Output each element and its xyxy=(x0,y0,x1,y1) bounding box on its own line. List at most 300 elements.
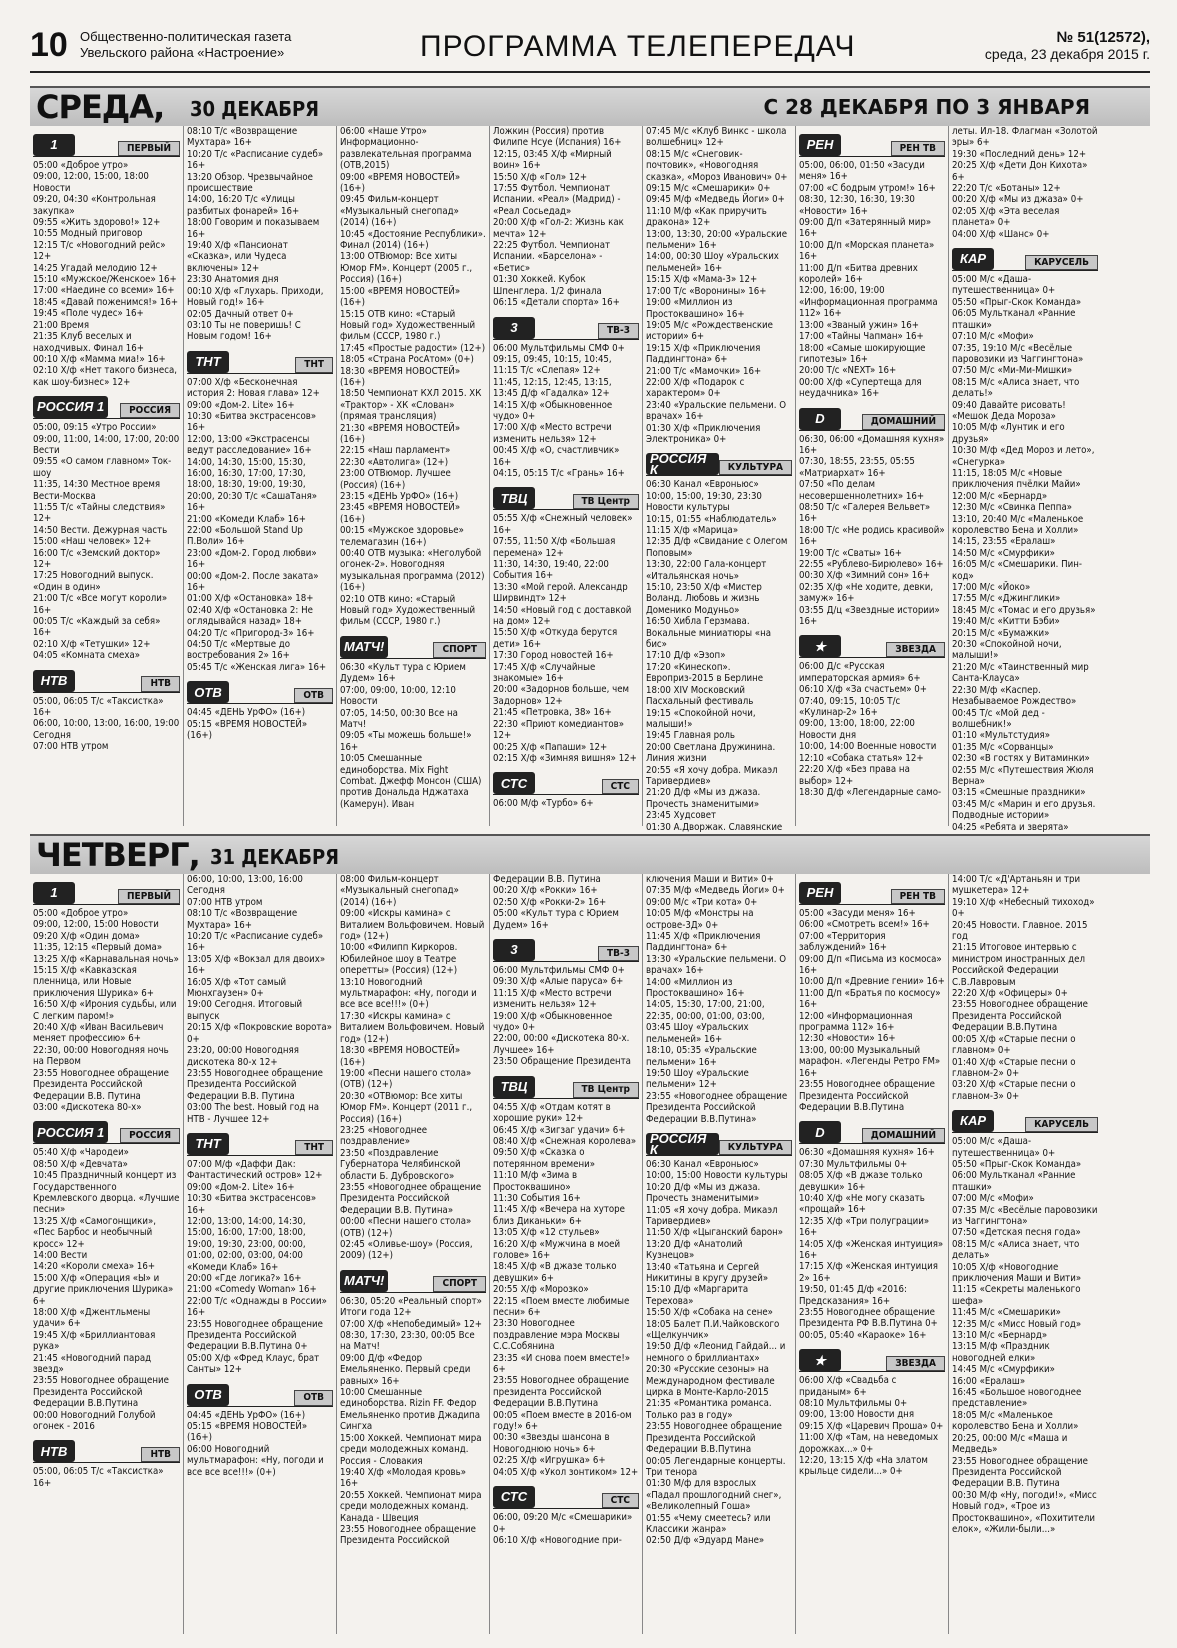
program-entry: 09:00, 13:00 Новости дня xyxy=(799,1409,915,1421)
channel-header xyxy=(799,404,945,431)
program-entry: 16:50 Х/ф «Ирония судьбы, или С легким паром!» xyxy=(33,999,177,1022)
program-entry: 14:00, 14:30, 15:00, 15:30, 16:00, 16:30, 17:00, 17:30, 18:00, 18:30, 19:00, 19:30, 20:00, 20:30 Т/с «СашаТаня» 16+ xyxy=(187,456,318,514)
program-entry: 11:30 События 16+ xyxy=(493,1192,581,1204)
program-entry: 05:00, 06:05 Т/с «Таксистка» 16+ xyxy=(33,1466,164,1489)
program-entry: 12:30 М/с «Свинка Пеппа» xyxy=(952,502,1073,514)
channel-name: КАРУСЕЛЬ xyxy=(1025,255,1098,270)
program-entry: 23:40 «Уральские пельмени. О врачах» 16+ xyxy=(646,399,787,423)
channel-name: РОССИЯ xyxy=(120,1128,180,1143)
program-entry: 06:15 «Детали спорта» 16+ xyxy=(493,297,620,309)
channel-name: ОТВ xyxy=(294,688,333,703)
schedule-column xyxy=(30,126,183,826)
channel-name: СТС xyxy=(602,779,639,794)
program-entry: 11:45 Х/ф «Приключения Паддингтона» 6+ xyxy=(646,931,761,954)
program-entry: 18:00 XIV Московский Пасхальный фестиваль xyxy=(646,684,754,708)
program-entry: 17:15 Х/ф «Женская интуиция 2» 16+ xyxy=(799,1261,938,1284)
program-entry: 09:20, 04:30 «Контрольная закупка» xyxy=(33,194,156,217)
program-entry: 10:15, 01:55 «Наблюдатель» xyxy=(646,513,777,525)
program-entry: 16:00 «Ералаш» xyxy=(952,1375,1026,1387)
program-entry: 01:55 «Чему смеетесь? или Классики жанра» xyxy=(646,1512,771,1535)
program-entry: 14:00 Вести xyxy=(33,1249,88,1261)
program-entry: 14:45 М/с «Смурфики» xyxy=(952,1364,1055,1376)
program-entry: 05:00 М/с «Даша-путешественница» 0+ xyxy=(952,274,1056,297)
program-entry: 20:25 Х/ф «Дети Дон Кихота» 6+ xyxy=(952,160,1088,183)
program-entry: 12:15 Т/с «Новогодний рейс» 12+ xyxy=(33,239,166,263)
program-entry: 23:55 Новогоднее обращение Президента Российской Федерации В.В. Путина xyxy=(33,1067,169,1102)
program-entry: 07:50 «По делам несовершеннолетних» 16+ xyxy=(799,479,925,502)
program-entry: 07:35 М/ф «Медведь Йоги» 0+ xyxy=(646,885,785,897)
program-entry: 08:50 Т/с «Галерея Вельвет» 16+ xyxy=(799,501,931,525)
program-entry: 23:30 Анатомия дня xyxy=(187,274,279,286)
program-entry: 06:30, 06:00 «Домашняя кухня» 16+ xyxy=(799,433,945,456)
program-entry: 20:00 Т/с «NEXT» 16+ xyxy=(799,365,897,377)
program-entry: 18:00 «Самые шокирующие гипотезы» 16+ xyxy=(799,342,926,365)
program-entry: 09:00 «Дом-2. Lite» 16+ xyxy=(187,1181,295,1193)
program-entry: 13:30, 22:00 Гала-концерт «Итальянская ночь» xyxy=(646,559,767,582)
program-entry: 11:35, 14:30 Местное время Вести-Москва xyxy=(33,479,161,502)
program-entry: 14:05 Х/ф «Женская интуиция» 16+ xyxy=(799,1238,944,1261)
program-entry: 20:55 Хоккей. Чемпионат мира среди молодежных команд. Канада - Швеция xyxy=(340,1489,482,1524)
program-entry: 05:00, 06:00, 01:50 «Засуди меня» 16+ xyxy=(799,160,925,183)
program-entry: 09:00, 13:00, 18:00, 22:00 Новости дня xyxy=(799,718,915,741)
program-entry: 11:05 «Я хочу добра. Микаэл Таривердиев» xyxy=(646,1204,778,1227)
channel-header xyxy=(799,1345,945,1372)
channel-name: ТВ Центр xyxy=(573,1082,639,1097)
program-entry: 18:10, 05:35 «Уральские пельмени» 16+ xyxy=(646,1045,757,1068)
program-entry: 08:15 М/с «Алиса знает, что делать» xyxy=(952,1238,1080,1262)
program-entry: 06:00, 10:00, 13:00, 16:00 Сегодня xyxy=(187,874,303,897)
program-entry: 21:15 Итоговое интервью с министром иностранных дел Российской Федерации С.В.Лавровым xyxy=(952,942,1085,988)
program-entry: 10:00 «Филипп Киркоров. Юбилейное шоу в Театре оперетты» (Россия) (12+) xyxy=(340,942,458,977)
program-entry: 20:00 «Задорнов больше, чем Задорнов» 12+ xyxy=(493,684,630,707)
channel-header xyxy=(493,1072,639,1099)
schedule-column xyxy=(489,126,642,826)
program-entry: 23:55 Новогоднее обращение Президента Российской Федерации В.В.Путина 0+ xyxy=(187,1318,323,1353)
program-entry: 17:00 М/с «Йоко» xyxy=(952,582,1031,594)
program-entry: 14:00, 16:20 Т/с «Улицы разбитых фонарей» 16+ xyxy=(187,194,300,217)
program-entry: 22:15 «Поем вместе любимые песни» 6+ xyxy=(493,1295,630,1318)
program-entry: 17:55 Футбол. Чемпионат Испании. «Реал» (Мадрид) - «Реал Сосьедад» xyxy=(493,183,621,217)
program-entry: 20:15 Х/ф «Покровские ворота» 0+ xyxy=(187,1022,333,1045)
program-entry: 21:00 «Комеди Клаб» 16+ xyxy=(187,513,306,525)
program-entry: 22:30, 00:00 Новогодняя ночь на Первом xyxy=(33,1044,169,1068)
program-entry: 03:45 М/с «Марин и его друзья. Подводные истории» xyxy=(952,798,1096,822)
channel-name: ОТВ xyxy=(294,1390,333,1405)
program-entry: 22:20 Х/ф «Офицеры» 0+ xyxy=(952,988,1068,1000)
program-entry: 12:30 «Новости» 16+ xyxy=(799,1033,896,1045)
program-entry: леты. Ил-18. Флагман «Золотой эры» 6+ xyxy=(952,126,1098,149)
program-entry: 23:30 Новогоднее поздравление мэра Москвы С.С.Собянина xyxy=(493,1318,620,1353)
program-entry: 19:45 «Поле чудес» 16+ xyxy=(33,308,144,320)
program-entry: 08:15 М/с «Алиса знает, что делать!» xyxy=(952,376,1080,400)
program-entry: 16:20 Х/ф «Мужчина в моей голове» 16+ xyxy=(493,1238,621,1261)
program-entry: 10:00, 15:00, 19:30, 23:30 Новости культуры xyxy=(646,490,762,514)
channel-header xyxy=(493,483,639,510)
program-entry: 18:05 «Страна РосАтом» (0+) xyxy=(340,354,474,366)
program-entry: 01:00 Х/ф «Остановка» 18+ xyxy=(187,593,314,605)
program-entry: 18:00 Говорим и показываем 16+ xyxy=(187,217,320,240)
program-entry: 15:15 Х/ф «Кавказская пленница, или Новые приключения Шурика» 6+ xyxy=(33,965,154,999)
program-entry: 02:45 «Оливье-шоу» (Россия, 2009) (12+) xyxy=(340,1239,473,1262)
program-entry: 23:50 «Поздравление Губернатора Челябинской области Б. Дубровского» xyxy=(340,1147,461,1182)
program-entry: 06:30 «Культ тура с Юрием Дудем» 16+ xyxy=(340,661,466,685)
channel-name: НТВ xyxy=(141,1447,180,1462)
program-entry: 06:00 Мультканал «Ранние пташки» xyxy=(952,1170,1076,1193)
program-entry: 00:25 Х/ф «Папаши» 12+ xyxy=(493,741,608,753)
program-entry: 07:00 «Территория заблуждений» 16+ xyxy=(799,930,887,954)
channel-name: ТВ Центр xyxy=(573,494,639,509)
program-entry: 19:40 Х/ф «Пансионат «Сказка», или Чудеса включены» 12+ xyxy=(187,240,288,274)
channel-logo: 1 xyxy=(33,134,75,156)
program-entry: 06:00 Х/ф «Свадьба с приданым» 6+ xyxy=(799,1375,897,1398)
channel-logo: КАР xyxy=(952,1110,994,1132)
program-entry: 19:05 М/с «Рождественские истории» 6+ xyxy=(646,319,773,343)
program-entry: 06:00 Мультфильмы СМФ 0+ xyxy=(493,342,625,354)
program-entry: 07:50 М/с «Ми-Ми-Мишки» xyxy=(952,365,1073,377)
program-entry: 05:00 «Доброе утро» xyxy=(33,160,129,171)
program-entry: 01:30 Х/ф «Приключения Электроника» 0+ xyxy=(646,422,761,445)
program-entry: 20:00 «Где логика?» 16+ xyxy=(187,1273,302,1284)
channel-name: ТНТ xyxy=(295,357,333,372)
program-entry: 13:00, 00:00 Музыкальный марафон. «Легенды Ретро FM» 16+ xyxy=(799,1044,941,1079)
channel-header xyxy=(187,1129,333,1156)
channel-header xyxy=(952,244,1098,271)
program-entry: 21:20 М/с «Таинственный мир Санта-Клауса» xyxy=(952,661,1089,685)
program-entry: 19:45 Главная роль xyxy=(646,730,735,742)
program-entry: 19:00 Т/с «Сваты» 16+ xyxy=(799,547,903,559)
program-entry: 07:30 Мультфильмы 0+ xyxy=(799,1158,908,1170)
program-entry: 21:00 Т/с «Все могут короли» 16+ xyxy=(33,593,168,616)
program-entry: 14:15, 23:55 «Ералаш» xyxy=(952,536,1056,548)
page-title: ПРОГРАММА ТЕЛЕПЕРЕДАЧ xyxy=(420,30,856,63)
channel-header xyxy=(33,666,180,693)
schedule-column xyxy=(795,126,948,826)
program-entry: 00:00 «Дом-2. После заката» 16+ xyxy=(187,570,319,594)
program-entry: 19:30 «Последний день» 12+ xyxy=(952,148,1087,160)
program-entry: 05:00, 09:15 «Утро России» xyxy=(33,422,157,434)
program-entry: 00:10 Х/ф «Глухарь. Приходи, Новый год!» 16+ xyxy=(187,285,324,309)
program-entry: 20:55 Х/ф «Морозко» xyxy=(493,1284,589,1296)
program-entry: 07:45 М/с «Клуб Винкс - школа волшебниц» 12+ xyxy=(646,126,787,149)
program-entry: 22:20 Т/с «Ботаны» 12+ xyxy=(952,183,1061,195)
program-entry: 10:05 М/ф «Лунтик и его друзья» xyxy=(952,422,1065,445)
channel-logo: ★ xyxy=(799,1349,841,1371)
schedule-column xyxy=(30,874,183,1634)
program-entry: 09:15, 09:45, 10:15, 10:45, 11:15 Т/с «Слепая» 12+ xyxy=(493,353,612,377)
channel-logo: РОССИЯ 1 xyxy=(33,396,108,418)
program-entry: 23:00 ОТВюмор. Лучшее (Россия) (16+) xyxy=(340,468,451,491)
program-entry: 02:25 Х/ф «Игрушка» 6+ xyxy=(493,1455,606,1467)
program-entry: 02:50 Х/ф «Рокки-2» 16+ xyxy=(493,896,607,908)
program-entry: 00:10 Х/ф «Мамма миа!» 16+ xyxy=(33,353,166,365)
program-entry: 13:30 «Уральские пельмени. О врачах» 16+ xyxy=(646,953,787,977)
schedule-column xyxy=(336,874,489,1634)
program-entry: 04:25 «Ребята и зверята» xyxy=(952,821,1069,833)
channel-logo: D xyxy=(799,1121,841,1143)
program-entry: 23:55 Новогоднее обращение Президента Российской Федерации В.В.Путина xyxy=(646,1421,782,1456)
program-entry: 23:55 Новогоднее обращение Президента Российской Федерации В.В. Путина xyxy=(952,1455,1088,1490)
program-entry: 21:35 «Романтика романса. Только раз в году» xyxy=(646,1398,772,1421)
program-entry: 10:05 М/ф «Монстры на острове-3Д» 0+ xyxy=(646,908,754,931)
program-entry: 08:00 Фильм-концерт «Музыкальный снегопад» (2014) (16+) xyxy=(340,874,459,908)
program-entry: 19:15 Х/ф «Приключения Паддингтона» 6+ xyxy=(646,342,761,366)
program-entry: 21:00 Время xyxy=(33,319,90,331)
program-entry: 03:20 Х/ф «Старые песни о главном-3» 0+ xyxy=(952,1079,1076,1102)
program-entry: 17:00 «Тайны Чапман» 16+ xyxy=(799,331,924,343)
program-entry: 23:45 Худсовет xyxy=(646,810,717,822)
program-entry: 07:40, 09:15, 10:05 Т/с «Кулинар-2» 16+ xyxy=(799,695,901,719)
program-entry: 17:45 «Простые радости» (12+) xyxy=(340,342,486,354)
channel-name: КАРУСЕЛЬ xyxy=(1025,1117,1098,1132)
program-entry: 04:05 «Комната смеха» xyxy=(33,650,141,662)
program-entry: 06:05 Мультканал «Ранние пташки» xyxy=(952,308,1076,331)
program-entry: 12:35 М/с «Мисс Новый год» xyxy=(952,1318,1082,1330)
program-entry: 09:50 Х/ф «Сказка о потерянном времени» xyxy=(493,1147,595,1170)
channel-name: РЕН ТВ xyxy=(891,141,945,156)
channel-name: ЗВЕЗДА xyxy=(886,642,945,657)
program-entry: 17:10 Д/ф «Эзоп» xyxy=(646,650,726,662)
program-entry: 22:30 М/ф «Каспер. Незабываемое Рождество» xyxy=(952,684,1077,708)
program-entry: 13:00 «Званый ужин» 16+ xyxy=(799,319,919,331)
schedule-column xyxy=(183,874,336,1634)
channel-logo: 3 xyxy=(493,317,535,339)
program-entry: 14:05, 15:30, 17:00, 21:00, 22:35, 00:00, 01:00, 03:00, 03:45 Шоу «Уральских пельменей» 16+ xyxy=(646,999,765,1045)
program-entry: 09:15 Х/ф «Царевич Проша» 0+ xyxy=(799,1420,944,1432)
program-entry: 06:10 Х/ф «Новогодние при- xyxy=(493,1534,622,1546)
program-entry: 09:20 Х/ф «Один дома» xyxy=(33,930,140,942)
program-entry: 21:20 Д/ф «Мы из джаза. Прочесть знаменитыми» xyxy=(646,787,761,810)
program-entry: 12:00, 16:00, 19:00 «Информационная программа 112» 16+ xyxy=(799,285,938,320)
channel-header xyxy=(799,631,945,658)
day-band-thursday xyxy=(30,834,1150,874)
program-entry: 00:05 «Поем вместе в 2016-ом году!» 6+ xyxy=(493,1409,632,1433)
program-entry: 12:00, 13:00, 14:00, 14:30, 15:00, 16:00, 17:00, 18:00, 19:00, 19:30, 23:00, 00:00, 01:00, 02:00, 03:00, 04:00 «Комеди Клаб» 16+ xyxy=(187,1215,306,1273)
program-entry: 01:10 «Мультстудия» xyxy=(952,730,1050,742)
channel-logo: РОССИЯ К xyxy=(646,1133,719,1155)
program-entry: 22:20 Х/ф «Без права на выбор» 12+ xyxy=(799,764,910,787)
program-entry: 05:00 Х/ф «Фред Клаус, брат Санты» 12+ xyxy=(187,1352,320,1376)
program-entry: 18:05 М/с «Маленькое королевство Бена и Холли» xyxy=(952,1409,1079,1433)
channel-header xyxy=(952,1106,1098,1133)
program-entry: 09:05 «Ты можешь больше!» 16+ xyxy=(340,730,472,753)
program-entry: 13:10 Новогодний мультмарафон: «Ну, погоди и все все все!!!» (0+) xyxy=(340,976,477,1011)
program-entry: 09:00 Д/п «Письма из космоса» 16+ xyxy=(799,953,942,977)
program-entry: 15:50 Х/ф «Собака на сене» xyxy=(646,1307,773,1319)
channel-logo: КАР xyxy=(952,248,994,270)
program-entry: 05:00 «Засуди меня» 16+ xyxy=(799,908,916,919)
program-entry: 06:00 Новогодний мультмарафон: «Ну, погоди и все все все!!!» (0+) xyxy=(187,1443,324,1478)
program-entry: 19:50 Д/ф «Леонид Гайдай... и немного о бриллиантах» xyxy=(646,1341,786,1364)
program-entry: 23:35 «И снова поем вместе!» 6+ xyxy=(493,1352,631,1376)
program-entry: 22:00 Т/с «Однажды в России» 16+ xyxy=(187,1295,327,1319)
program-entry: 13:15 М/ф «Праздник новогодней елки» xyxy=(952,1341,1050,1364)
program-entry: 09:00 М/с «Три кота» 0+ xyxy=(646,896,758,908)
channel-logo: МАТЧ! xyxy=(340,1270,388,1292)
program-entry: 23:25 «Новогоднее поздравление» xyxy=(340,1124,428,1148)
channel-logo: РЕН xyxy=(799,882,841,904)
schedule-wednesday xyxy=(30,126,1150,833)
program-entry: 21:45 «Новогодний парад звезд» xyxy=(33,1352,152,1376)
program-entry: 11:15 Х/ф «Место встречи изменить нельзя» 12+ xyxy=(493,987,612,1011)
channel-header xyxy=(340,1266,486,1293)
channel-header xyxy=(493,768,639,795)
program-entry: 08:30, 17:30, 23:30, 00:05 Все на Матч! xyxy=(340,1330,475,1353)
channel-header xyxy=(493,935,639,962)
program-entry: 17:00 «Наедине со всеми» 16+ xyxy=(33,285,175,297)
channel-header xyxy=(187,347,333,374)
program-entry: 07:55, 11:50 Х/ф «Большая перемена» 12+ xyxy=(493,536,616,559)
program-entry: 00:30 «Звезды шансона в Новогоднюю ночь» 6+ xyxy=(493,1432,610,1455)
program-entry: 08:50 Х/ф «Девчата» xyxy=(33,1158,128,1170)
program-entry: 07:50 «Детская песня года» xyxy=(952,1227,1081,1239)
program-entry: 11:00 Х/ф «Там, на неведомых дорожках...» 0+ xyxy=(799,1432,939,1455)
program-entry: 07:00 М/с «Мофи» xyxy=(952,1193,1034,1205)
channel-logo: D xyxy=(799,408,841,430)
program-entry: 22:25 Футбол. Чемпионат Испании. «Барселона» - «Бетис» xyxy=(493,240,611,274)
program-entry: 22:00 «Большой Stand Up П.Воли» 16+ xyxy=(187,525,303,548)
channel-name: СТС xyxy=(602,1493,639,1508)
program-entry: 11:30, 14:30, 19:40, 22:00 События 16+ xyxy=(493,559,609,582)
program-entry: 09:00 «ВРЕМЯ НОВОСТЕЙ» (16+) xyxy=(340,171,461,195)
masthead xyxy=(30,25,1150,73)
program-entry: 14:15 Х/ф «Обыкновенное чудо» 0+ xyxy=(493,399,613,422)
program-entry: 05:45 Т/с «Женская лига» 16+ xyxy=(187,661,327,673)
channel-header xyxy=(493,1482,639,1509)
channel-logo: СТС xyxy=(493,1486,535,1508)
program-entry: 09:00 «Искры камина» с Виталием Вольфовичем. Новый год» (12+) xyxy=(340,908,485,943)
program-entry: 08:10 Мультфильмы 0+ xyxy=(799,1398,908,1410)
program-entry: 18:00 Х/ф «Джентльмены удачи» 6+ xyxy=(33,1307,151,1330)
channel-logo: РОССИЯ К xyxy=(646,453,719,475)
program-entry: 09:30 Х/ф «Алые паруса» 6+ xyxy=(493,976,624,988)
program-entry: 13:00 ОТВюмор: Все хиты Юмор FM». Концерт (2005 г., Россия) (16+) xyxy=(340,251,473,286)
issue-info xyxy=(985,29,1150,62)
program-entry: 07:35, 19:10 М/с «Весёлые паровозики из Чаггингтона» xyxy=(952,342,1084,365)
program-entry: 05:00, 06:05 Т/с «Таксистка» 16+ xyxy=(33,695,164,719)
program-entry: 17:45 Х/ф «Случайные знакомые» 16+ xyxy=(493,661,596,685)
program-entry: 05:00 М/с «Даша-путешественница» 0+ xyxy=(952,1136,1056,1159)
program-entry: 13:30 «Мой герой. Александр Ширвиндт» 12+ xyxy=(493,581,628,605)
program-entry: 04:55 Х/ф «Отдам котят в хорошие руки» 12+ xyxy=(493,1101,611,1125)
program-entry: 00:00 «Песни нашего стола» (ОТВ) (12+) xyxy=(340,1216,472,1239)
program-entry: 00:40 ОТВ музыка: «Неголубой огонек-2». Новогодняя музыкальная программа (2012) (16+) xyxy=(340,548,485,594)
program-entry: 14:25 Угадай мелодию 12+ xyxy=(33,262,158,274)
program-entry: 04:05 Х/ф «Укол зонтиком» 12+ xyxy=(493,1466,639,1478)
program-entry: 19:40 Х/ф «Молодая кровь» 16+ xyxy=(340,1466,466,1490)
program-entry: 13:20 Д/ф «Анатолий Кузнецов» xyxy=(646,1238,743,1262)
program-entry: 23:55 Новогоднее обращение Президента Российской Федерации В.В.Путина xyxy=(952,999,1088,1034)
program-entry: 23:55 Новогоднее обращение Президента Российской xyxy=(340,1523,476,1547)
program-entry: 23:55 Новогоднее обращение президента Российской Федерации В.В.Путина xyxy=(493,1375,629,1410)
day-name: СРЕДА, xyxy=(36,88,165,126)
program-entry: 10:00, 14:00 Военные новости xyxy=(799,741,937,753)
program-entry: 12:35 Д/ф «Свидание с Олегом Поповым» xyxy=(646,536,788,559)
program-entry: 00:00 Новогодний Голубой огонек - 2016 xyxy=(33,1409,156,1433)
program-entry: 00:05 Т/с «Каждый за себя» 16+ xyxy=(33,616,161,639)
program-entry: 07:35 М/с «Весёлые паровозики из Чаггингтона» xyxy=(952,1204,1098,1227)
program-entry: 07:00 НТВ утром xyxy=(33,741,109,753)
program-entry: 12:35 Х/ф «Три полуграции» 16+ xyxy=(799,1215,930,1239)
program-entry: 05:15 «ВРЕМЯ НОВОСТЕЙ» (16+) xyxy=(187,1421,308,1444)
program-entry: 11:50 Х/ф «Цыганский барон» xyxy=(646,1227,784,1239)
channel-header xyxy=(187,1380,333,1407)
program-entry: 18:45 Х/ф «В джазе только девушки» 6+ xyxy=(493,1261,617,1284)
program-entry: 06:00 «Наше Утро» Информационно-развлекательная программа (ОТВ,2015) xyxy=(340,126,472,172)
program-entry: 10:00 Д/п «Древние гении» 16+ xyxy=(799,976,945,988)
program-entry: 00:05, 05:40 «Караоке» 16+ xyxy=(799,1329,927,1341)
program-entry: 14:50 Вести. Дежурная часть xyxy=(33,524,168,536)
program-entry: 10:40 Х/ф «Не могу сказать «прощай» 16+ xyxy=(799,1192,925,1216)
program-entry: 09:00 Д/п «Затерянный мир» 16+ xyxy=(799,217,932,240)
program-entry: 23:15 «ДЕНЬ УрФО» (16+) xyxy=(340,491,459,502)
program-entry: 20:25, 00:00 М/с «Маша и Медведь» xyxy=(952,1432,1068,1456)
program-entry: 19:45 Х/ф «Бриллиантовая рука» xyxy=(33,1329,156,1353)
program-entry: Федерации В.В. Путина xyxy=(493,874,601,885)
issue-number: № 51(12572), xyxy=(1056,29,1150,46)
program-entry: 03:00 The best. Новый год на НТВ - Лучшее 12+ xyxy=(187,1102,320,1125)
program-entry: 21:30 «ВРЕМЯ НОВОСТЕЙ» (16+) xyxy=(340,422,461,445)
program-entry: 06:30 «Домашняя кухня» 16+ xyxy=(799,1147,935,1159)
channel-header xyxy=(33,1117,180,1144)
program-entry: 06:30 Канал «Евроньюс» xyxy=(646,1158,759,1170)
program-entry: 07:00 Х/ф «Бесконечная история 2: Новая глава» 12+ xyxy=(187,376,320,400)
channel-name: ДОМАШНИЙ xyxy=(862,414,945,429)
program-entry: 22:00 Х/ф «Подарок с характером» 0+ xyxy=(646,376,745,400)
channel-header xyxy=(33,392,180,419)
program-entry: 18:45 «Давай поженимся!» 16+ xyxy=(33,296,179,308)
channel-name: РЕН ТВ xyxy=(891,889,945,904)
program-entry: 11:00 Д/п «Битва древних королей» 16+ xyxy=(799,262,918,286)
program-entry: 03:10 Ты не поверишь! С Новым годом! 16+ xyxy=(187,319,301,343)
program-entry: 07:30, 18:55, 23:55, 05:55 «Матриархат» 16+ xyxy=(799,456,915,479)
program-entry: 09:00 «Дом-2. Lite» 16+ xyxy=(187,399,295,411)
channel-name: НТВ xyxy=(141,676,180,691)
program-entry: 05:15 «ВРЕМЯ НОВОСТЕЙ» (16+) xyxy=(187,718,308,742)
program-entry: 20:00 Х/ф «Гол-2: Жизнь как мечта» 12+ xyxy=(493,217,624,240)
schedule-column xyxy=(948,874,1101,1634)
program-entry: 22:30 «Приют комедиантов» 12+ xyxy=(493,718,625,742)
channel-logo: МАТЧ! xyxy=(340,636,388,658)
program-entry: 22:55 «Рублево-Бирюлево» 16+ xyxy=(799,559,944,570)
program-entry: 12:00, 13:00 «Экстрасенсы ведут расследование» 16+ xyxy=(187,433,312,457)
program-entry: 00:15 «Мужское здоровье» телемагазин (16+) xyxy=(340,525,464,548)
program-entry: 23:55 Новогоднее обращение Президента Российской Федерации В.В. Путина xyxy=(187,1067,323,1102)
program-entry: 11:15, 18:05 М/с «Новые приключения пчёлки Майи» xyxy=(952,467,1081,491)
program-entry: 14:00 «Миллион из Простоквашино» 16+ xyxy=(646,976,745,1000)
channel-logo: ТНТ xyxy=(187,351,229,373)
program-entry: 09:15 М/с «Смешарики» 0+ xyxy=(646,183,771,195)
program-entry: 12:00 М/с «Бернард» xyxy=(952,490,1048,502)
program-entry: 14:50 М/с «Смурфики» xyxy=(952,547,1055,559)
program-entry: 19:50, 01:45 Д/ф «2016: Предсказания» 16+ xyxy=(799,1284,907,1307)
program-entry: 15:00 Х/ф «Операция «Ы» и другие приключения Шурика» 6+ xyxy=(33,1272,174,1307)
program-entry: 04:45 «ДЕНЬ УрФО» (16+) xyxy=(187,1409,306,1421)
channel-name: РОССИЯ xyxy=(120,403,180,418)
program-entry: 08:10 Т/с «Возвращение Мухтара» 16+ xyxy=(187,908,298,931)
program-entry: 10:20 Т/с «Расписание судеб» 16+ xyxy=(187,148,324,172)
program-entry: 09:00, 11:00, 14:00, 17:00, 20:00 Вести xyxy=(33,433,180,456)
program-entry: 08:05 Х/ф «В джазе только девушки» 16+ xyxy=(799,1170,923,1193)
channel-logo: НТВ xyxy=(33,1440,75,1462)
program-entry: 22:30 «Автолига» (12+) xyxy=(340,456,449,468)
program-entry: 05:55 Х/ф «Снежный человек» 16+ xyxy=(493,513,633,536)
schedule-thursday xyxy=(30,874,1150,1634)
program-entry: 03:55 Д/ц «Звездные истории» 16+ xyxy=(799,604,940,628)
program-entry: 09:00, 12:00, 15:00 Новости xyxy=(33,919,159,931)
program-entry: Ложкин (Россия) против Филипе Нсуе (Испания) 16+ xyxy=(493,126,622,149)
program-entry: 08:40 Х/ф «Снежная королева» xyxy=(493,1135,637,1147)
channel-logo: ОТВ xyxy=(187,1384,229,1406)
